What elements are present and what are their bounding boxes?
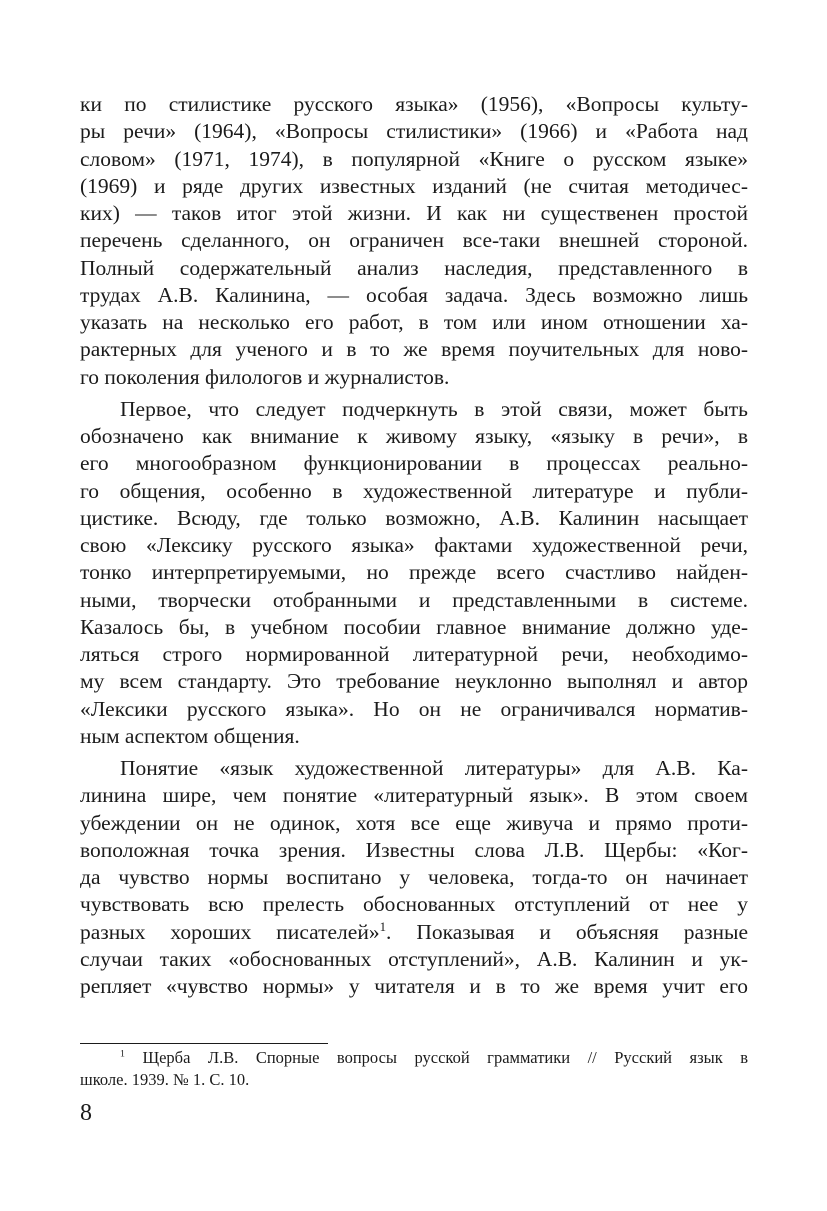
- paragraph: [80, 91, 748, 391]
- text-line: линина шире, чем понятие «литературный язык». В этом своем: [80, 783, 748, 808]
- text-line: указать на несколько его работ, в том или ином отношении ха-: [80, 310, 748, 334]
- text-line: ки по стилистике русского языка» (1956), «Вопросы культу-: [80, 92, 748, 116]
- text-line: словом» (1971, 1974), в популярной «Книге о русском языке»: [80, 146, 748, 171]
- page-number: 8: [80, 1100, 92, 1126]
- footnote-marker: 1: [120, 1048, 125, 1060]
- text-line: Первое, что следует подчеркнуть в этой связи, может быть: [120, 396, 748, 421]
- text-line: случаи таких «обоснованных отступлений», А.В. Калинин и ук-: [80, 946, 748, 971]
- text-line: ными, творчески отобранными и представленными в системе.: [80, 587, 748, 612]
- text-fragment: . Показывая и объясняя разные: [386, 919, 749, 944]
- text-line: трудах А.В. Калинина, — особая задача. Здесь возможно лишь: [80, 282, 748, 307]
- text-line: да чувство нормы воспитано у человека, тогда-то он начинает: [80, 865, 748, 889]
- footnote-line: [80, 1047, 748, 1069]
- text-line: перечень сделанного, он ограничен все-таки внешней стороной.: [80, 228, 748, 253]
- text-line: ляться строго нормированной литературной речи, необходимо-: [80, 642, 748, 666]
- text-line: го поколения филологов и журналистов.: [80, 364, 450, 389]
- body-text: [80, 91, 748, 1000]
- text-line: ры речи» (1964), «Вопросы стилистики» (1966) и «Работа над: [80, 119, 748, 144]
- text-line: (1969) и ряде других известных изданий (не считая методичес-: [80, 173, 748, 198]
- text-line: рактерных для ученого и в то же время поучительных для ново-: [80, 337, 748, 362]
- footnote-line: школе. 1939. № 1. С. 10.: [80, 1070, 250, 1089]
- text-line: репляет «чувство нормы» у читателя и в то же время учит его: [80, 974, 748, 998]
- text-line: чувствовать всю прелесть обоснованных отступлений от нее у: [80, 892, 748, 917]
- footnote: [80, 1047, 748, 1091]
- text-line: Полный содержательный анализ наследия, представленного в: [80, 255, 748, 280]
- text-line: цистике. Всюду, где только возможно, А.В. Калинин насыщает: [80, 505, 748, 530]
- text-line: тонко интерпретируемыми, но прежде всего счастливо найден-: [80, 560, 748, 585]
- footnote-separator: [80, 1043, 328, 1044]
- text-line: свою «Лексику русского языка» фактами художественной речи,: [80, 533, 748, 557]
- text-line: ких) — таков итог этой жизни. И как ни существенен простой: [80, 201, 748, 225]
- footnote-reference[interactable]: 1: [379, 919, 387, 934]
- text-line: [80, 919, 748, 946]
- text-line: воположная точка зрения. Известны слова Л.В. Щербы: «Ког-: [80, 837, 748, 862]
- text-line: му всем стандарту. Это требование неуклонно выполнял и автор: [80, 669, 748, 694]
- text-fragment: разных хороших писателей»: [80, 919, 380, 944]
- paragraph: [80, 396, 748, 750]
- footnote-text: Щерба Л.В. Спорные вопросы русской грамматики // Русский язык в: [142, 1048, 749, 1067]
- text-line: Понятие «язык художественной литературы» для А.В. Ка-: [120, 756, 748, 780]
- text-line: го общения, особенно в художественной литературе и публи-: [80, 478, 748, 503]
- text-line: Казалось бы, в учебном пособии главное внимание должно уде-: [80, 614, 748, 639]
- text-line: «Лексики русского языка». Но он не ограничивался норматив-: [80, 696, 748, 721]
- text-line: его многообразном функционировании в процессах реально-: [80, 451, 748, 476]
- text-line: обозначено как внимание к живому языку, «языку в речи», в: [80, 424, 748, 448]
- paragraph: [80, 755, 748, 1000]
- text-line: ным аспектом общения.: [80, 723, 300, 748]
- text-line: убеждении он не одинок, хотя все еще живуча и прямо проти-: [80, 810, 748, 835]
